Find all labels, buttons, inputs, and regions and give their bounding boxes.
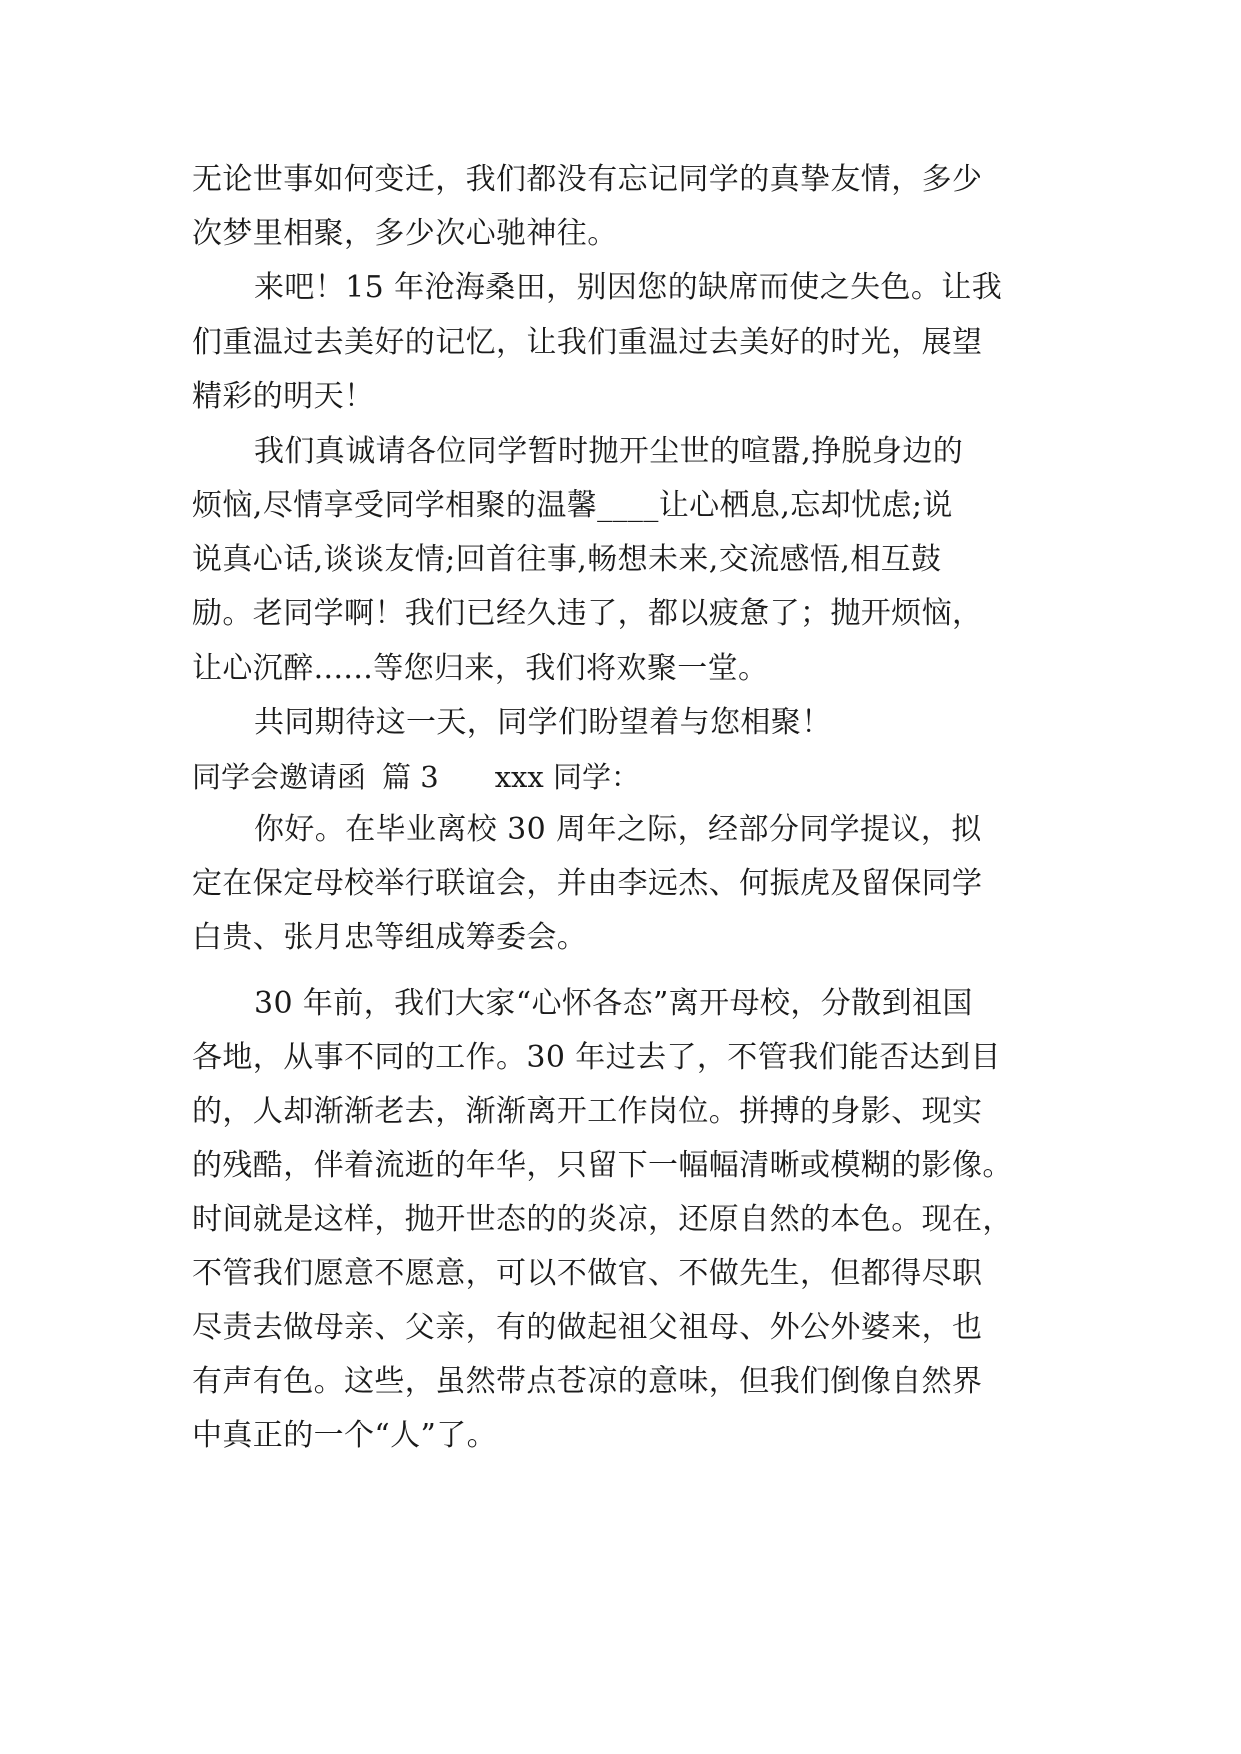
- heading-salutation: xxx 同学：: [494, 760, 640, 794]
- paragraph-line: 无论世事如何变迁，我们都没有忘记同学的真挚友情，多少: [192, 162, 983, 197]
- paragraph-line: 次梦里相聚，多少次心驰神往。: [192, 216, 618, 251]
- paragraph-line: 来吧！15 年沧海桑田，别因您的缺席而使之失色。让我: [254, 270, 1003, 305]
- heading-part: 篇 3: [382, 760, 439, 794]
- paragraph-line: 时间就是这样，抛开世态的的炎凉，还原自然的本色。现在，: [192, 1202, 1013, 1237]
- paragraph-line: 30 年前，我们大家“心怀各态”离开母校，分散到祖国: [254, 986, 973, 1021]
- paragraph-line: 精彩的明天！: [192, 379, 375, 414]
- paragraph-line: 共同期待这一天，同学们盼望着与您相聚！: [254, 705, 832, 740]
- paragraph-line: 有声有色。这些，虽然带点苍凉的意味，但我们倒像自然界: [192, 1364, 983, 1399]
- paragraph-line: 定在保定母校举行联谊会，并由李远杰、何振虎及留保同学: [192, 866, 983, 901]
- paragraph-line: 励。老同学啊！我们已经久违了，都以疲惫了；抛开烦恼，: [192, 596, 983, 631]
- paragraph-line: 中真正的一个“人”了。: [192, 1418, 498, 1453]
- paragraph-line: 的，人却渐渐老去，渐渐离开工作岗位。拼搏的身影、现实: [192, 1094, 983, 1129]
- section-heading: [192, 757, 640, 797]
- paragraph-line: 尽责去做母亲、父亲，有的做起祖父祖母、外公外婆来，也: [192, 1310, 983, 1345]
- paragraph-line: 白贵、张月忠等组成筹委会。: [192, 920, 588, 955]
- heading-title: 同学会邀请函: [192, 760, 367, 794]
- paragraph-line: 们重温过去美好的记忆，让我们重温过去美好的时光，展望: [192, 325, 983, 360]
- paragraph-line: 说真心话,谈谈友情;回首往事,畅想未来,交流感悟,相互鼓: [192, 542, 942, 577]
- paragraph-line: 你好。在毕业离校 30 周年之际，经部分同学提议，拟: [254, 812, 982, 847]
- paragraph-line: 不管我们愿意不愿意，可以不做官、不做先生，但都得尽职: [192, 1256, 983, 1291]
- paragraph-line: 的残酷，伴着流逝的年华，只留下一幅幅清晰或模糊的影像。: [192, 1148, 1013, 1183]
- paragraph-line: 各地，从事不同的工作。30 年过去了，不管我们能否达到目: [192, 1040, 1001, 1075]
- paragraph-line: 让心沉醉......等您归来，我们将欢聚一堂。: [192, 651, 769, 686]
- paragraph-line: 我们真诚请各位同学暂时抛开尘世的喧嚣,挣脱身边的: [254, 434, 964, 469]
- paragraph-line: 烦恼,尽情享受同学相聚的温馨____让心栖息,忘却忧虑;说: [192, 488, 953, 523]
